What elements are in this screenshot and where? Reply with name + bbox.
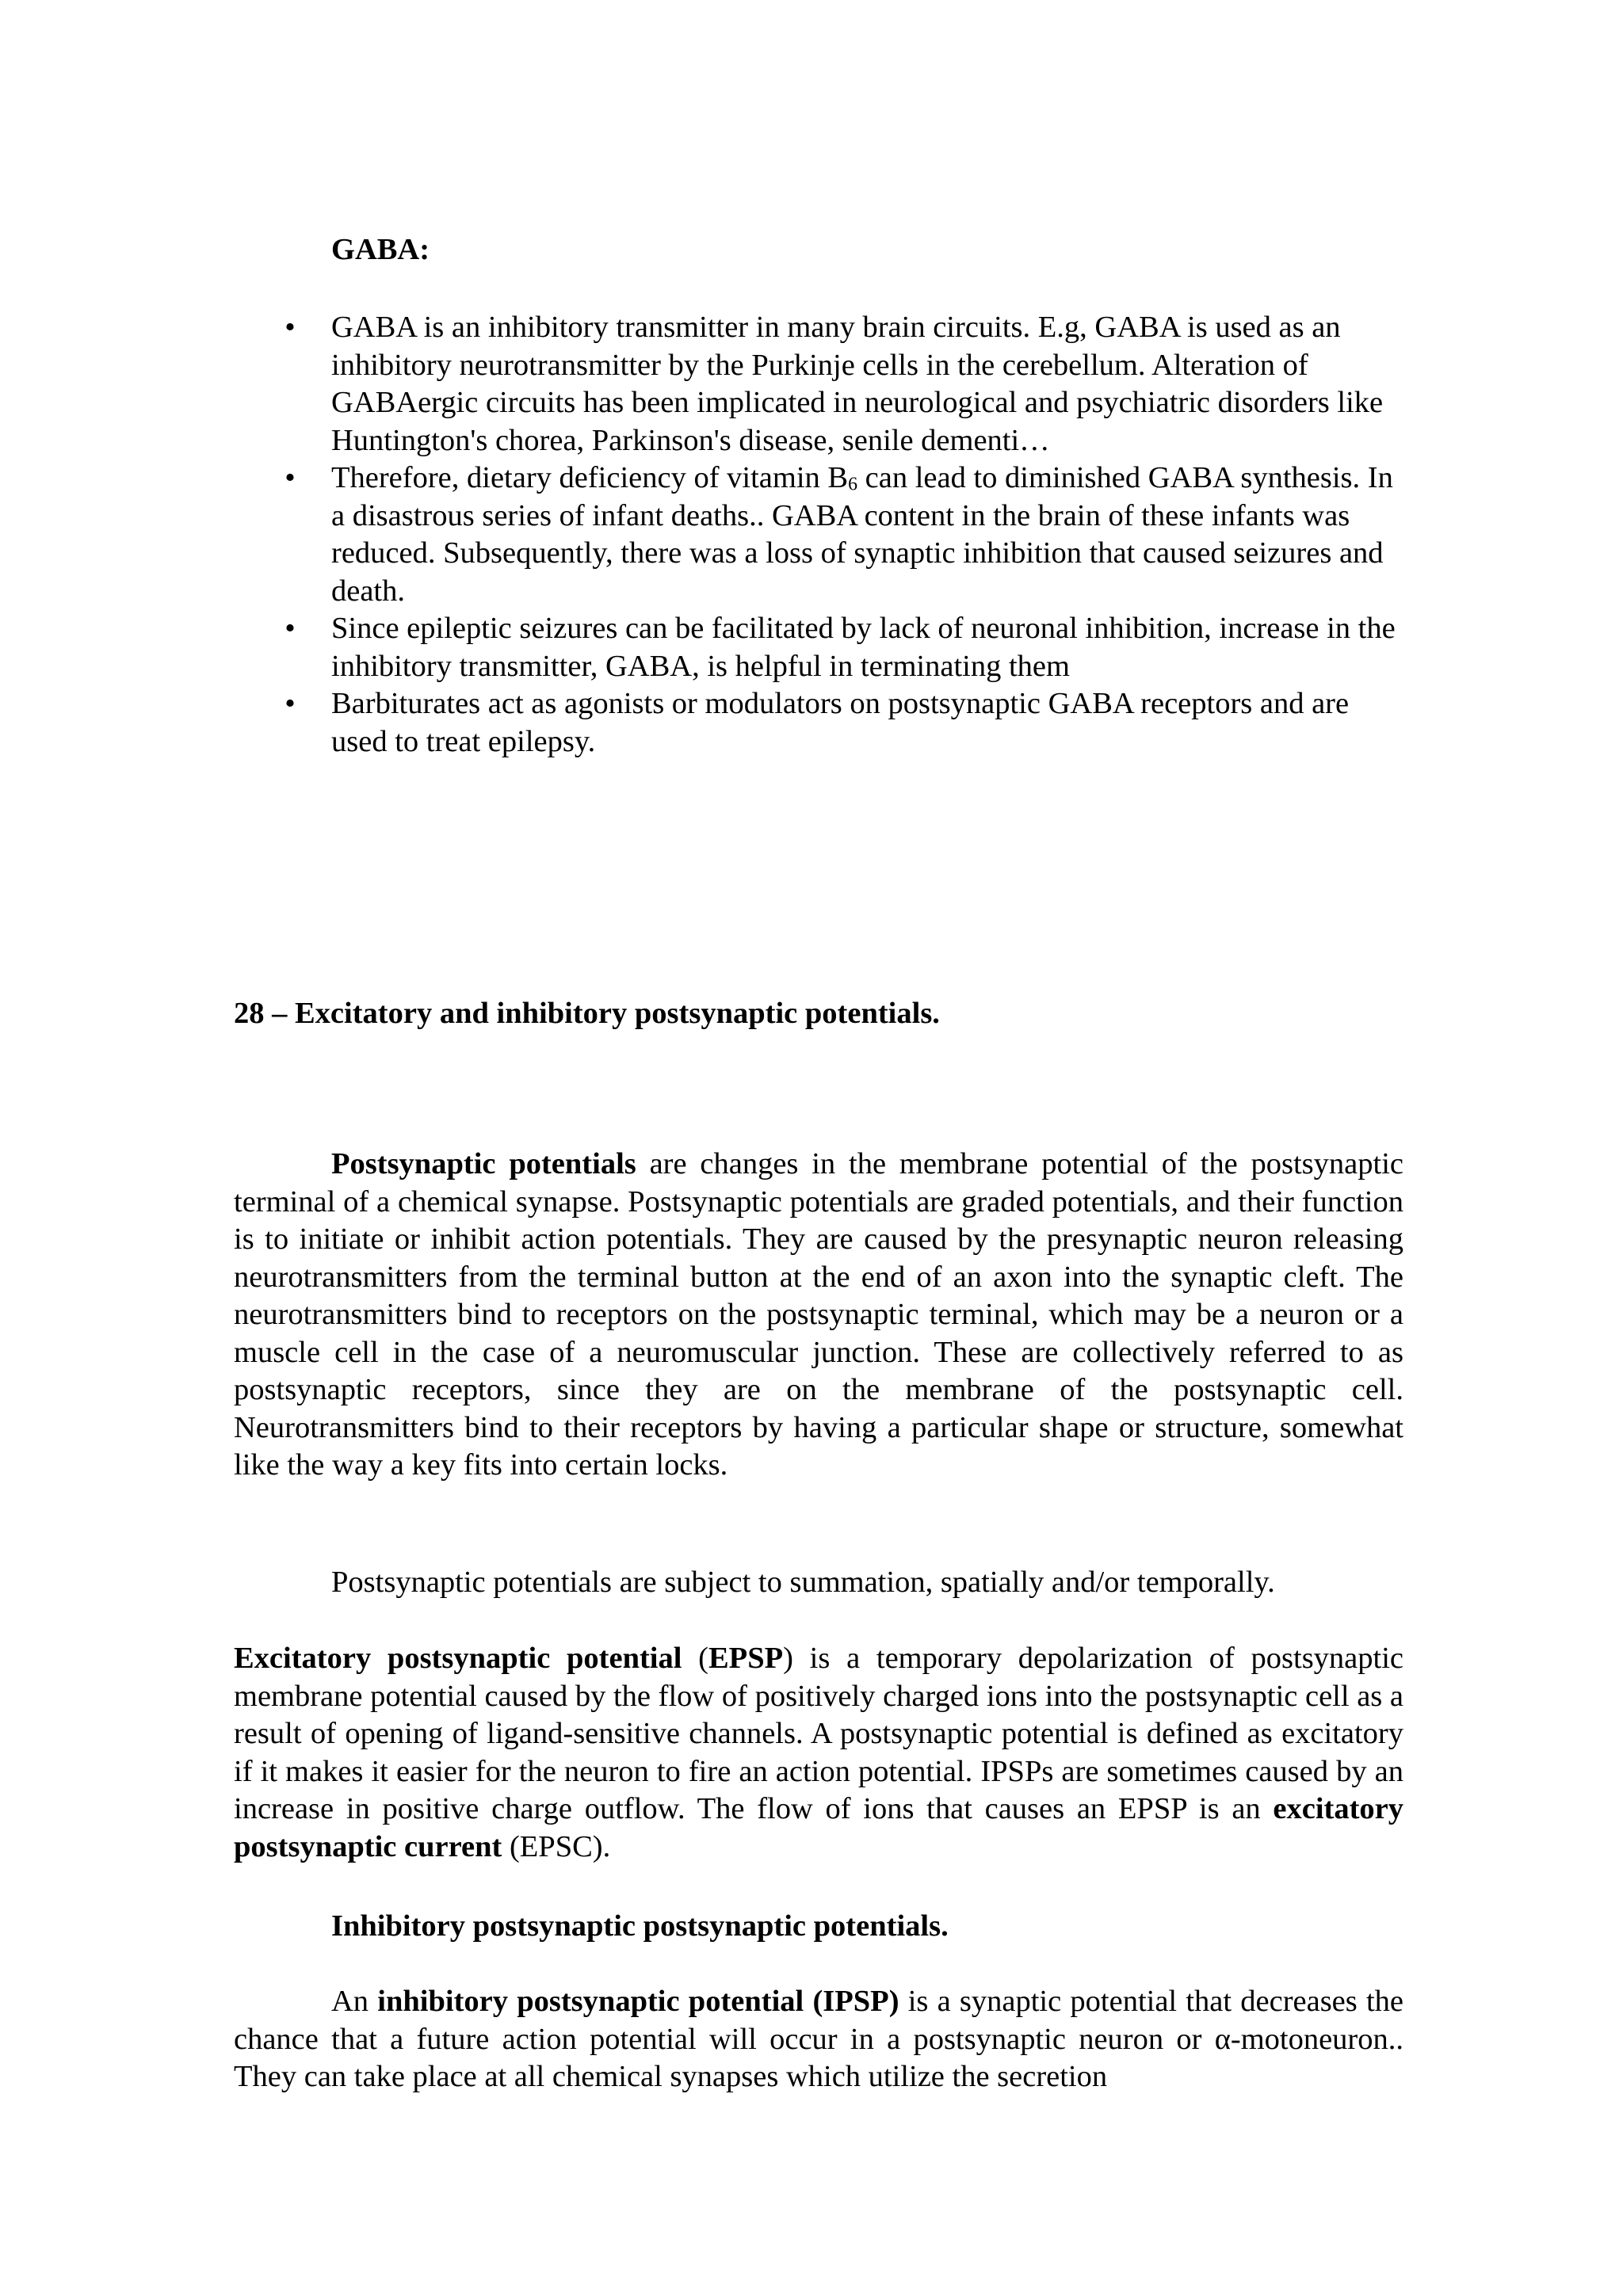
bullet-text: Therefore, dietary deficiency of vitamin $B_6$ can lead to diminished GABA synthesis. In a disastrous series of infant deaths.. GABA content in the brain of these infants was reduced. Subsequently, there was a loss of synaptic inhibition that caused seizures and death. [331, 461, 1393, 608]
gaba-bullet-list [285, 309, 1409, 761]
bold-term: inhibitory postsynaptic potential (IPSP) [377, 1985, 899, 2018]
bold-term: excitatory postsynaptic current [234, 1792, 1403, 1863]
bullet-icon: • [285, 687, 296, 720]
bullet-text: Barbiturates act as agonists or modulators on postsynaptic GABA receptors and are used to treat epilepsy. [331, 687, 1350, 758]
list-item [285, 685, 1409, 761]
list-item [285, 460, 1409, 610]
bullet-text: Since epileptic seizures can be facilitated by lack of neuronal inhibition, increase in the inhibitory transmitter, GABA, is helpful in terminating them [331, 612, 1396, 683]
paragraph-summation: Postsynaptic potentials are subject to summation, spatially and/or temporally. [331, 1566, 1275, 1599]
list-item [285, 309, 1409, 460]
section-heading: 28 – Excitatory and inhibitory postsynaptic potentials. [234, 997, 940, 1030]
bold-term: EPSP [708, 1642, 784, 1675]
bold-term: Postsynaptic potentials [331, 1147, 636, 1180]
gaba-heading: GABA: [331, 233, 430, 266]
paragraph-ipsp: An inhibitory postsynaptic potential (IPSP) is a synaptic potential that decreases the chance that a future action potential will occur in a postsynaptic neuron or α-motoneuron.. They can take place at all chemical synapses which utilize the secretion [234, 1985, 1403, 2093]
paragraph-postsynaptic-potentials: Postsynaptic potentials are changes in the membrane potential of the postsynaptic terminal of a chemical synapse. Postsynaptic potentials are graded potentials, and their function is to initiate or inhibit action potentials. They are caused by the presynaptic neuron releasing neurotransmitters from the terminal button at the end of an axon into the synaptic cleft. The neurotransmitters bind to receptors on the postsynaptic terminal, which may be a neuron or a muscle cell in the case of a neuromuscular junction. These are collectively referred to as postsynaptic receptors, since they are on the membrane of the postsynaptic cell. Neurotransmitters bind to their receptors by having a particular shape or structure, somewhat like the way a key fits into certain locks. [234, 1147, 1403, 1482]
paragraph-epsp: Excitatory postsynaptic potential (EPSP) is a temporary depolarization of postsynaptic membrane potential caused by the flow of positively charged ions into the postsynaptic cell as a result of opening of ligand-sensitive channels. A postsynaptic potential is defined as excitatory if it makes it easier for the neuron to fire an action potential. IPSPs are sometimes caused by an increase in positive charge outflow. The flow of ions that causes an EPSP is an excitatory postsynaptic current (EPSC). [234, 1642, 1403, 1863]
subscript: 6 [848, 474, 858, 495]
bullet-icon: • [285, 612, 296, 645]
list-item [285, 610, 1409, 685]
bold-term: Excitatory postsynaptic potential [234, 1642, 682, 1675]
bullet-text: GABA is an inhibitory transmitter in many brain circuits. E.g, GABA is used as an inhibitory neurotransmitter by the Purkinje cells in the cerebellum. Alteration of GABAergic circuits has been implicated in neurological and psychiatric disorders like Huntington's chorea, Parkinson's disease, senile dementi… [331, 311, 1384, 457]
bullet-icon: • [285, 461, 296, 494]
subheading-inhibitory: Inhibitory postsynaptic postsynaptic potentials. [331, 1909, 949, 1943]
bullet-icon: • [285, 311, 296, 344]
